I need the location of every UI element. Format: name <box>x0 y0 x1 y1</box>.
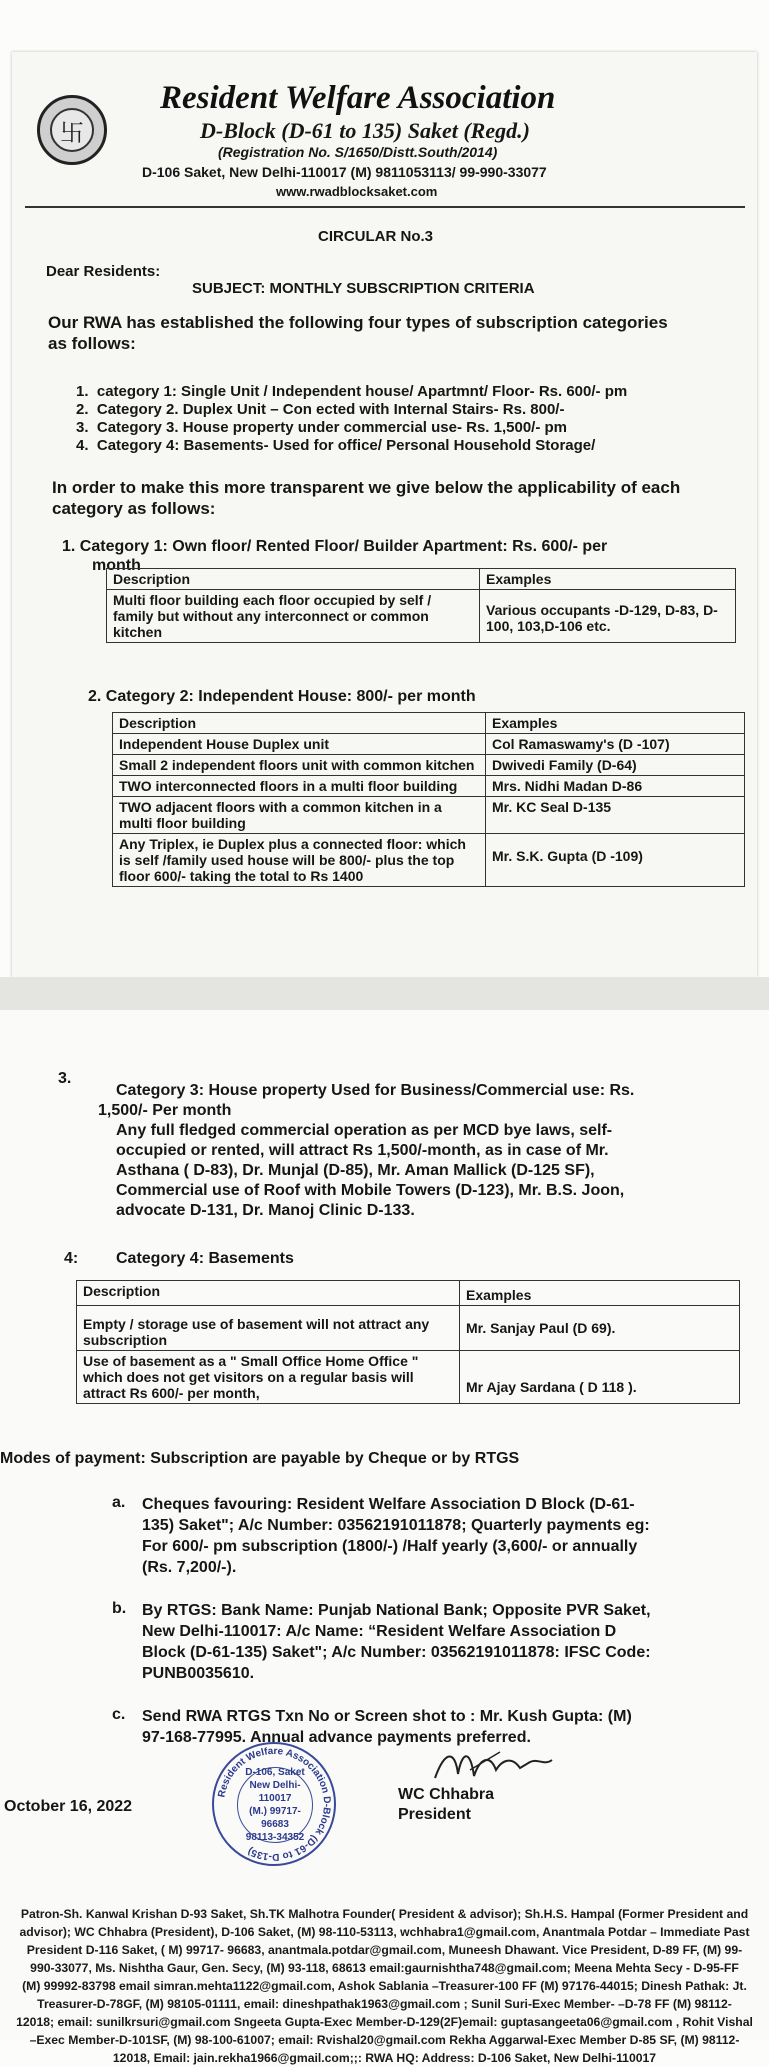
org-subtitle: D-Block (D-61 to 135) Saket (Regd.) <box>200 118 530 143</box>
table-header-row <box>107 569 736 590</box>
cat1-table <box>106 568 736 643</box>
salutation: Dear Residents: <box>46 263 161 280</box>
org-name: Resident Welfare Association <box>160 80 556 116</box>
org-address: D-106 Saket, New Delhi-110017 (M) 9811053113/ 99-990-33077 <box>142 164 547 180</box>
cat1-heading-cont: month <box>92 557 141 574</box>
cat3-body-line: Any full fledged commercial operation as per MCD bye laws, self- <box>116 1122 613 1139</box>
cat3-body-line: Asthana ( D-83), Dr. Munjal (D-85), Mr. Aman Mallick (D-125 SF), <box>116 1162 595 1179</box>
category-list-item: 2. Category 2. Duplex Unit – Con ected with Internal Stairs- Rs. 800/- <box>76 401 565 418</box>
row-example: Mr Ajay Sardana ( D 118 ). <box>460 1351 740 1404</box>
cat3-body-line: occupied or rented, will attract Rs 1,500/-month, as in case of Mr. <box>116 1142 609 1159</box>
row-description: TWO interconnected floors in a multi floor building <box>113 776 486 797</box>
payment-item-letter: c. <box>112 1706 126 1723</box>
payment-item-rtgs: By RTGS: Bank Name: Punjab National Bank; Opposite PVR Saket, New Delhi-110017: A/c Name: “Resident Welfare Association D Block (D-61-135) Saket"; A/c Number: 03562191011878: IFSC Code: PUNB0035610. <box>142 1602 651 1682</box>
table-row <box>113 797 745 834</box>
circular-date: October 16, 2022 <box>4 1798 133 1815</box>
transparency-line-2: category as follows: <box>52 499 216 518</box>
table-row <box>77 1306 740 1351</box>
header-divider <box>25 206 745 208</box>
col-header-examples: Examples <box>460 1281 740 1306</box>
row-description: Independent House Duplex unit <box>113 734 486 755</box>
table-row <box>107 590 736 643</box>
row-example: Mr. KC Seal D-135 <box>486 797 745 834</box>
website-link[interactable]: www.rwadblocksaket.com <box>276 184 438 199</box>
category-list-item: 1. category 1: Single Unit / Independent house/ Apartmnt/ Floor- Rs. 600/- pm <box>76 383 628 400</box>
cat3-body-line: Commercial use of Roof with Mobile Towers (D-123), Mr. B.S. Joon, <box>116 1182 625 1199</box>
table-header-row <box>113 713 745 734</box>
row-description: Small 2 independent floors unit with common kitchen <box>113 755 486 776</box>
row-example: Dwivedi Family (D-64) <box>486 755 745 776</box>
svg-text:Resident Welfare Association D: Resident Welfare Association D-Block (D-61 to D-135) <box>216 1745 333 1863</box>
circular-title: CIRCULAR No.3 <box>318 228 433 245</box>
row-example: Mrs. Nidhi Madan D-86 <box>486 776 745 797</box>
table-row <box>113 755 745 776</box>
cat3-heading: Category 3: House property Used for Business/Commercial use: Rs. <box>116 1082 635 1099</box>
col-header-examples: Examples <box>486 713 745 734</box>
signatory-role: President <box>398 1806 471 1823</box>
table-row <box>113 834 745 887</box>
signature-icon <box>430 1740 560 1790</box>
cat4-number: 4: <box>64 1250 79 1267</box>
category-list-item: 4. Category 4: Basements- Used for office/ Personal Household Storage/ <box>76 437 596 454</box>
cat3-heading-cont: 1,500/- Per month <box>98 1102 232 1119</box>
cat2-heading: 2. Category 2: Independent House: 800/- per month <box>88 688 476 705</box>
col-header-examples: Examples <box>480 569 736 590</box>
cat2-table <box>112 712 745 887</box>
swastika-emblem-icon: 卐 <box>37 95 107 165</box>
transparency-line-1: In order to make this more transparent we give below the applicability of each <box>52 478 681 497</box>
payment-heading: Modes of payment: Subscription are payable by Cheque or by RTGS <box>0 1450 520 1467</box>
cat4-heading: Category 4: Basements <box>116 1250 294 1267</box>
payment-item-letter: b. <box>112 1600 127 1617</box>
cat3-number: 3. <box>58 1070 72 1087</box>
row-description: Use of basement as a " Small Office Home Office " which does not get visitors on a regular basis will attract Rs 600/- per month, <box>77 1351 460 1404</box>
registration-number: (Registration No. S/1650/Distt.South/2014) <box>218 144 498 160</box>
row-description: Any Triplex, ie Duplex plus a connected floor: which is self /family used house will be 800/- plus the top floor 600/- taking the total to Rs 1400 <box>113 834 486 887</box>
payment-item-letter: a. <box>112 1494 126 1511</box>
col-header-description: Description <box>77 1281 460 1306</box>
table-row <box>77 1351 740 1404</box>
payment-item-send: Send RWA RTGS Txn No or Screen shot to : Mr. Kush Gupta: (M) 97-168-77995. Annual advance payments preferred. <box>142 1708 632 1746</box>
association-stamp <box>212 1742 336 1866</box>
row-example: Mr. S.K. Gupta (D -109) <box>486 834 745 887</box>
payment-item-cheque: Cheques favouring: Resident Welfare Association D Block (D-61- 135) Saket"; A/c Number: 03562191011878; Quarterly payments eg: For 600/- pm subscription (1800/-) /Half yearly (3,600/- or annually (Rs. 7,200/-). <box>142 1496 650 1576</box>
col-header-description: Description <box>107 569 480 590</box>
cat3-body-line: advocate D-131, Dr. Manoj Clinic D-133. <box>116 1202 415 1219</box>
circular-subject: SUBJECT: MONTHLY SUBSCRIPTION CRITERIA <box>192 280 535 297</box>
footer-office-bearers: Patron-Sh. Kanwal Krishan D-93 Saket, Sh.TK Malhotra Founder( President & advisor); Sh.H.S. Hampal (Former President and advisor); WC Chhabra (President), D-106 Saket, (M) 98-110-53113, wchhabra1@gmail.com, Anantmala Potdar – Immediate Past President D-116 Saket, ( M) 99717- 96683, anantmala.potdar@gmail.com, Muneesh Dhawant. Vice President, D-89 FF, (M) 99- 990-33077, Ms. Nishtha Gaur, Gen. Secy, (M) 93-118, 68613 email:gaurnishtha748@gmail.com; Meena Mehta Secy - D-95-FF (M) 99992-83798 email simran.mehta1122@gmail.com, Ashok Sablania –Treasurer-100 FF (M) 97176-44015; Dinesh Pathak: Jt. Treasurer-D-78GF, (M) 98105-01111, email: dineshpathak1963@gmail.com ; Sunil Suri-Exec Member- –D-78 FF (M) 98112- 12018; email: sunilkrsuri@gmail.com Sngeeta Gupta-Exec Member-D-129(2F)email: guptasangeeta06@gmail.com , Rohit Vishal –Exec Member-D-101SF, (M) 98-100-61007; email: Rvishal20@gmail.com Rekha Aggarwal-Exec Member D-85 SF, (M) 98112- 12018, Email: jain.rekha1966@gmail.com;;: RWA HQ: Address: D-106 Saket, New Delhi-110017 <box>16 1907 753 2065</box>
signatory-name: WC Chhabra <box>398 1786 494 1803</box>
intro-line-2: as follows: <box>48 334 136 353</box>
col-header-description: Description <box>113 713 486 734</box>
stamp-center: D-106, Saket New Delhi-110017 (M.) 99717-96683 98113-34352 <box>237 1767 313 1843</box>
cat4-table <box>76 1280 740 1404</box>
cat1-heading: 1. Category 1: Own floor/ Rented Floor/ Builder Apartment: Rs. 600/- per <box>62 538 608 555</box>
intro-line-1: Our RWA has established the following four types of subscription categories <box>48 313 668 332</box>
table-header-row <box>77 1281 740 1306</box>
table-row <box>113 776 745 797</box>
row-description: Multi floor building each floor occupied by self / family but without any interconnect or common kitchen <box>107 590 480 643</box>
row-example: Mr. Sanjay Paul (D 69). <box>460 1306 740 1351</box>
row-example: Col Ramaswamy's (D -107) <box>486 734 745 755</box>
row-example: Various occupants -D-129, D-83, D-100, 103,D-106 etc. <box>480 590 736 643</box>
row-description: TWO adjacent floors with a common kitchen in a multi floor building <box>113 797 486 834</box>
table-row <box>113 734 745 755</box>
row-description: Empty / storage use of basement will not attract any subscription <box>77 1306 460 1351</box>
category-list-item: 3. Category 3. House property under commercial use- Rs. 1,500/- pm <box>76 419 568 436</box>
